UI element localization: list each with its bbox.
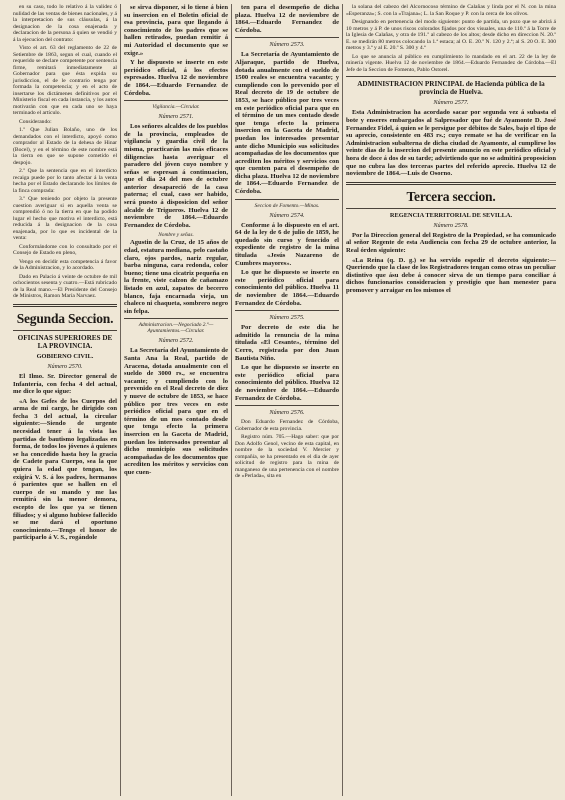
paragraph: «La Reina (q. D. g.) se ha servido espedir el decreto siguiente:—Queriendo que la clase de los Registradores tengan como otras un peculiar distintivo que ásu debe á conocer sirva de un tiempo para conciliar á dichos funcionarios consideracion y prestigio que han menester para promover y arraigar en los mismos el <box>346 256 556 294</box>
divider <box>13 304 117 307</box>
paragraph: Por decreto de este dia he admitido la renuncia de la mina titulada «El Cesante», término del Cerro, registrada por don Juan Bautista Niño. <box>235 324 339 362</box>
divider <box>124 100 228 101</box>
divider <box>346 182 556 185</box>
paragraph: 3.º Que teniendo por objeto la presente cuestion averiguar si en aquella venta se comprendió ó no la tierra en que ha podido lugar el hecho que motiva el interdicto, está reducida á la designacion de la cosa enajenada, por lo que es incidental de la venta: <box>13 196 117 241</box>
notice-number: Número 2574. <box>269 211 305 219</box>
notice-heading: Vigilancia.—Circular. <box>152 104 200 111</box>
paragraph: Conformándome con lo consultado por el Consejo de Estado en pleno, <box>13 243 117 256</box>
paragraph: Y he dispuesto se inserte en este periódico oficial, á los efectos espresados. Huelva 12 de noviembre de 1864.—Eduardo Fernandez de Córdoba. <box>124 59 228 97</box>
column-1 <box>10 4 121 796</box>
office-heading: OFICINAS SUPERIORES DE LA PROVINCIA. <box>17 333 113 350</box>
section-title: Tercera seccion. <box>406 188 496 204</box>
paragraph: ten para el desempeño de dicha plaza. Huelva 12 de noviembre de 1864.—Eduardo Fernandez de Córdoba. <box>235 4 339 34</box>
divider <box>346 208 556 209</box>
notice-number: Número 2572. <box>158 337 194 345</box>
paragraph: Designando en pertenencia del modo siguiente: punto de partida, un pozo que se abrirá á 10 metros y á P. de unos riscos colorados fijados por dos visuales, una de 110.º á la Torre de la Iglesia de Calañas, y otra de 191.º al cabezo de los altos; desde dicho en direccion N. 20.º E. se medirán 80 metros colocando la 1.ª estaca; al O. E. 20.º N. 120 y 2.ª; al S. 20 O. E. 300 metros y 3.ª y al E. 20.º S. 300 y 4.ª <box>346 19 556 51</box>
notice-number: Número 2573. <box>269 41 305 49</box>
paragraph: en su caso, todo lo relativo á la validez ó nulidad de las ventas de bienes nacionales, y á la interpretacion de sus cláusulas, á la designacion de la cosa enajenada y declaracion de la persona á quien se vendió y á la ejecucion del contrato: <box>13 4 117 43</box>
paragraph: Lo que se anuncia al público en cumplimiento lo mandado en el art. 22 de la ley de minería vigente. Huelva 12 de noviembre de 1864.—Eduardo Fernandez de Córdoba.—El Jefe de la Seccion de Fomento, Pablo Ostorel. <box>346 53 556 73</box>
notice-number: Número 2578. <box>433 221 469 229</box>
paragraph: La Secretaría del Ayuntamiento de Santa Ana la Real, partido de Aracena, dotada anualmente con el sueldo de 3000 rs., se encuentra vacante; y cumpliendo con lo prevenido en el Real decreto de diez y nueve de octubre de 1853, se hace público por tres veces en este periódico oficial para que en el término de un mes contado desde que tenga efecto la primera insercion en la Gaceta de Madrid, puedan los interesados presentar al dicho municipio sus solicitudes acompañadas de los documentos que acrediten los méritos y servicios con que cuen- <box>124 347 228 476</box>
notice-number: Número 2577. <box>433 99 469 107</box>
office-heading: ADMINISTRACION PRINCIPAL de Hacienda pública de la provincia de Huelva. <box>357 80 545 97</box>
notice-heading: Nombre y señas. <box>158 232 194 239</box>
paragraph: se sirva disponer, si lo tiene á bien su insercion en el Boletin oficial de esa provincia, para que llegando á conocimiento de los padres que se hallen retirados, puedan remitir á mi Autoridad el documento que se exige.» <box>124 4 228 57</box>
divider <box>235 405 339 406</box>
divider <box>124 318 228 319</box>
notice-number: Número 2570. <box>47 362 83 370</box>
divider <box>235 37 339 38</box>
notice-heading: Seccion de Fomento.—Minas. <box>254 202 320 209</box>
paragraph: Agustin de la Cruz, de 15 años de edad, estatura mediana, pelo castaño claro, ojos pardos, nariz regular, barba ninguna, cara redonda, color bueno; tiene una cicatriz pequeña en la frente, viste calzon de cañamazo listado en azul, zapatos de becerro blanco, faja encarnada vieja, un chaleco ni chaqueta, sombrero negro sin felpa. <box>124 239 228 315</box>
paragraph: Registro núm. 705.—Hago saber: que por Don Adolfo Genol, vecino de esta capital, en nombre de la sociedad V. Mercier y compañía, se ha presentado en el dia de ayer solicitud de registro para la mina de manganeso de una pertenencia con el nombre de «Perlada», sita en <box>235 434 339 480</box>
office-subheading: GOBIERNO CIVIL. <box>36 352 94 360</box>
divider <box>346 76 556 77</box>
paragraph: «A los Gefes de los Cuerpos del arma de mi cargo, he dirigido con fecha 3 del actual, la circular siguiente:—Siendo de urgente necesidad tener á la vista las partidas de bautismo legalizadas en forma, de todos los jóvenes á quienes se ha concedido hasta hoy la gracia de Cadete para Cuerpo, sea la que quiera la edad que tengan, los exigirá V. S. á los padres, hermanos ó parientes que se hallen en el cuerpo de su mando y me las remitirá sin la menor demora, escepto de los que ya se tienen filiados; y si alguno hubiese fallecido se me dará el oportuno conocimiento.—Tengo el honor de participarlo á V. S., rogándole <box>13 397 117 542</box>
notice-heading: Administracion.—Negociado 2.º—Ayuntamientos.—Circular. <box>138 322 214 335</box>
paragraph: Dado en Palacio á veinte de octubre de mil ochocientos sesenta y cuatro.—Está rubricado de la Real mano.—El Presidente del Consejo de Ministros, Ramon María Narvaez. <box>13 273 117 299</box>
paragraph: Considerando: <box>19 118 52 125</box>
divider <box>13 330 117 331</box>
paragraph: la solana del cabezo del Alcornocoso término de Calañas y linda por el N. con la mina «Esperanza»; S. con la «Trajana»; L. la San Roque y P. con la cerca de los olivos. <box>346 4 556 17</box>
paragraph: Conforme á lo dispuesto en el art. 64 de la ley de 6 de julio de 1859, he quedado sin curso y fenecido el expediente de registro de la mina titulada «Jesús Nazareno de Cumbres mayores». <box>235 221 339 267</box>
paragraph: Esta Administracion ha acordado sacar por segunda vez á subasta el bote y enseres embargados al Salpresador que fué de Ayamonte D. José Fernandez Fidel, á quien se le persigue por débitos de Sales, bajo el tipo de su aprecio, consistente en 483 rs.; cuyo remate se ha de verificar en la Administracion subalterna de dicha ciudad de Ayamonte, al cumplirse los veinte dias de la insercion del presente anuncio en este periódico oficial y hora de doce á dos de su tarde; advirtiendo que no se admitirá proposicion que no cubra las dos terceras partes del referido aprecio. Huelva 12 de noviembre de 1864.—Luis de Osorno. <box>346 109 556 178</box>
paragraph: Don Eduardo Fernandez de Córdoba, Gobernador de esta provincia. <box>235 419 339 432</box>
paragraph: La Secretaría de Ayuntamiento de Aljaraque, partido de Huelva, dotada anualmente con el sueldo de 1500 reales se encuentra vacante; y cumpliendo con lo prevenido por el Real decreto de 19 de octubre de 1853, se hace público por tres veces en este periódico oficial para que en el término de un mes contado desde que tenga efecto la primera insercion en la Gaceta de Madrid, puedan los interesados presentar ante dicho Municipio sus solicitudes acompañadas de los documentos que acrediten los méritos y servicios con que cuenten para el desempeño de dicha plaza. Huelva 12 de noviembre de 1864.—Eduardo Fernandez de Córdoba. <box>235 51 339 196</box>
column-3 <box>232 4 343 796</box>
paragraph: 1.º Que Julian Bolaño, uno de los demandados con el interdicto, apoyó como comprador al Estado de la dehesa de Hinar (Bocel), y en el término de este nombre está la tierra en que se supone cometido el despojo. <box>13 127 117 166</box>
office-subheading: REGENCIA TERRITORIAL DE SEVILLA. <box>389 211 513 219</box>
divider <box>235 199 339 200</box>
paragraph: Lo que he dispuesto se inserte en este periódico oficial para conocimiento del público. Huelva 11 de noviembre de 1864.—Eduardo Fernandez de Córdoba. <box>235 269 339 307</box>
column-2 <box>121 4 232 796</box>
paragraph: Los señores alcaldes de los pueblos de la provincia, empleados de vigilancia y guardia civil de la misma, practicarán las más eficaces diligencias hasta averiguar el paradero del jóven cuyo nombre y señas se espresan á continuacion, que el dia 24 del mes de octubre anterior desapareció de la casa paterna; el cual, caso ser habido, será puesto á disposicion del señor alcalde de Trigueros. Huelva 12 de noviembre de 1864.—Eduardo Fernandez de Córdoba. <box>124 123 228 229</box>
paragraph: 2.º Que la sentencia que en el interdicto recaiga puede por lo tanto afectar á la venta hecha por el Estado declarando los límites de la finca comprada: <box>13 168 117 194</box>
paragraph: El Ilmo. Sr. Director general de Infantería, con fecha 4 del actual, me dice lo que sigue: <box>13 372 117 396</box>
paragraph: Vengo en decidir esta competencia á favor de la Administracion, y lo acordado. <box>13 258 117 271</box>
paragraph: Visto el art. 63 del reglamento de 22 de Setiembre de 1863, segun el cual, cuando el requerido se declare competente por sentencia firme, remitará inmediatamente al Gobernador para que ésta expida su jurisdiccion, el de le contrario tenga por formada la competencia; y en el acto de insertarse los dictámenes definitivos por el Ministerio fiscal en cada instancia, y los autos motivarán con que en cada uno se haya terminado el artículo. <box>13 45 117 116</box>
notice-number: Número 2571. <box>158 113 194 121</box>
paragraph: Por la Direccion general del Registro de la Propiedad, se ha comunicado al señor Regente de esta Audiencia con fecha 29 de octubre anterior, la Real órden siguiente: <box>346 231 556 254</box>
section-title: Segunda Seccion. <box>16 310 114 326</box>
notice-number: Número 2575. <box>269 314 305 322</box>
column-4 <box>343 4 559 796</box>
divider <box>235 310 339 311</box>
paragraph: Lo que he dispuesto se inserte en este periódico oficial para conocimiento del público. Huelva 12 de noviembre de 1864.—Eduardo Fernandez de Córdoba. <box>235 364 339 402</box>
notice-number: Número 2576. <box>269 409 305 417</box>
